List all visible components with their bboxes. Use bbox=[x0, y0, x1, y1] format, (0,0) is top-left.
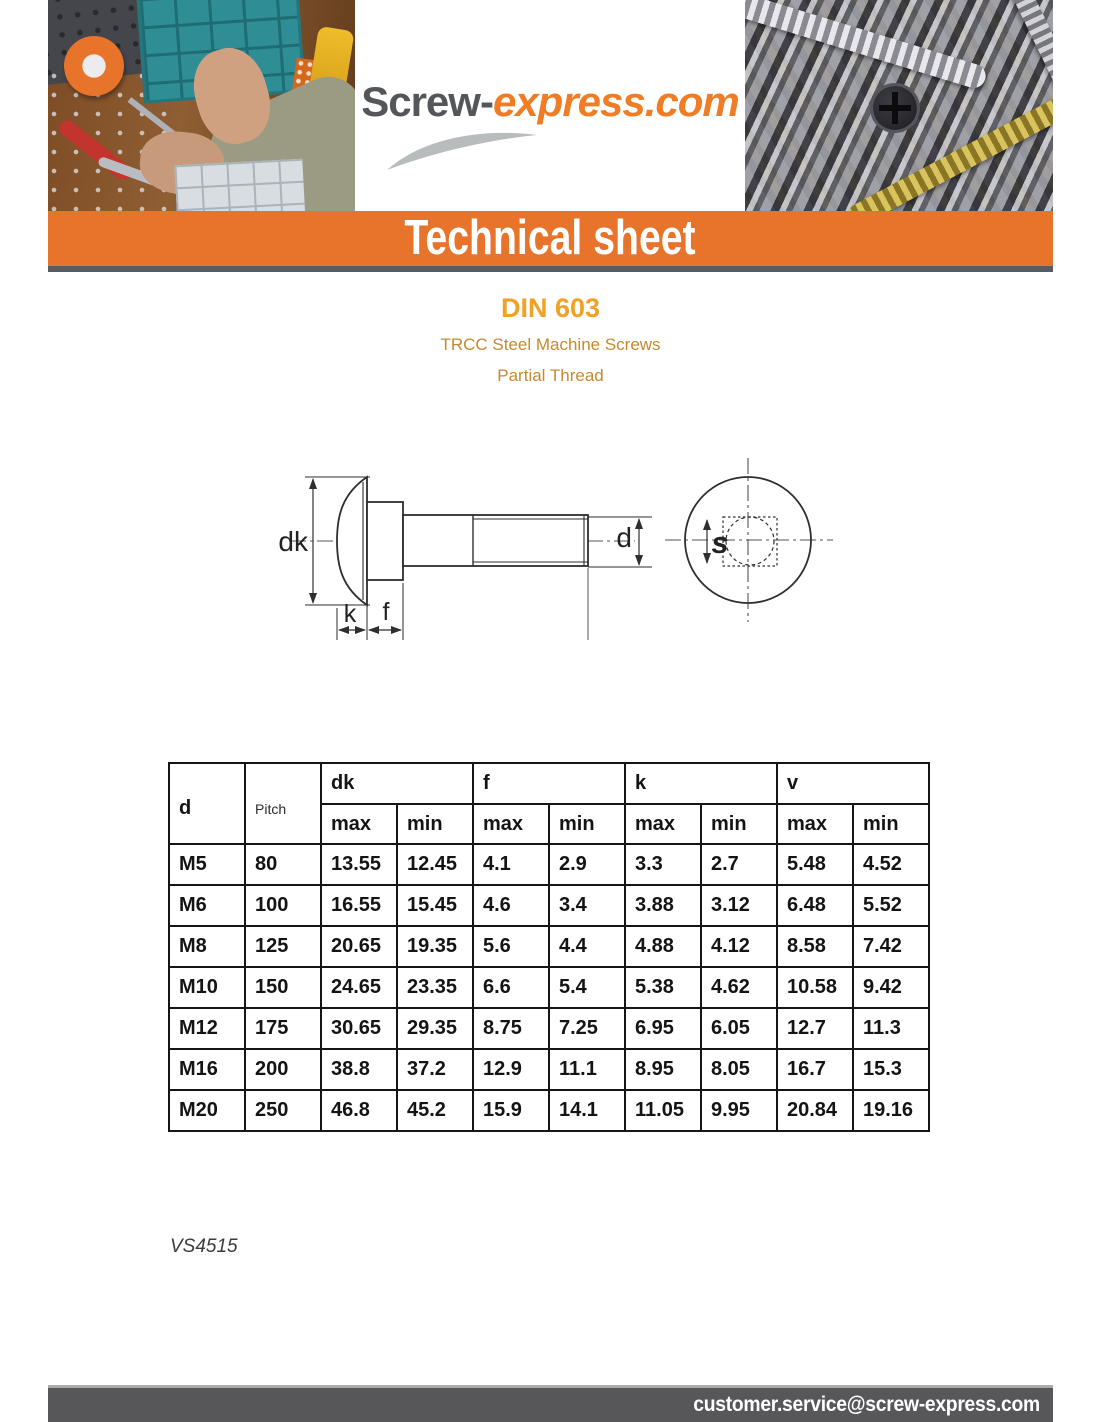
f-label: f bbox=[382, 598, 390, 626]
cell-value: 11.3 bbox=[853, 1008, 929, 1049]
cell-value: 5.52 bbox=[853, 885, 929, 926]
logo-text-gray: Screw- bbox=[361, 78, 493, 125]
cell-value: 38.8 bbox=[321, 1049, 397, 1090]
table-row bbox=[169, 967, 929, 1008]
cell-pitch: 125 bbox=[245, 926, 321, 967]
cell-size: M6 bbox=[169, 885, 245, 926]
d-label: d bbox=[616, 522, 632, 553]
screw-head-decor bbox=[873, 86, 917, 130]
cell-value: 37.2 bbox=[397, 1049, 473, 1090]
cell-value: 3.3 bbox=[625, 844, 701, 885]
cell-value: 8.95 bbox=[625, 1049, 701, 1090]
cell-value: 12.7 bbox=[777, 1008, 853, 1049]
cell-value: 3.88 bbox=[625, 885, 701, 926]
cell-size: M10 bbox=[169, 967, 245, 1008]
cell-value: 30.65 bbox=[321, 1008, 397, 1049]
cell-value: 8.05 bbox=[701, 1049, 777, 1090]
cell-value: 13.55 bbox=[321, 844, 397, 885]
cell-value: 9.42 bbox=[853, 967, 929, 1008]
cell-value: 20.84 bbox=[777, 1090, 853, 1131]
cell-value: 5.38 bbox=[625, 967, 701, 1008]
cell-value: 3.12 bbox=[701, 885, 777, 926]
cell-value: 6.48 bbox=[777, 885, 853, 926]
footer-bar bbox=[48, 1385, 1053, 1422]
cell-value: 2.7 bbox=[701, 844, 777, 885]
subheader-min: min bbox=[853, 804, 929, 844]
cell-pitch: 200 bbox=[245, 1049, 321, 1090]
col-group-f: f bbox=[473, 763, 625, 804]
cell-pitch: 175 bbox=[245, 1008, 321, 1049]
cell-size: M8 bbox=[169, 926, 245, 967]
subheader-min: min bbox=[701, 804, 777, 844]
cell-value: 46.8 bbox=[321, 1090, 397, 1131]
cell-size: M5 bbox=[169, 844, 245, 885]
logo-text-orange: express.com bbox=[492, 78, 739, 125]
cell-pitch: 100 bbox=[245, 885, 321, 926]
cell-value: 4.4 bbox=[549, 926, 625, 967]
reference-code: VS4515 bbox=[170, 1236, 238, 1257]
k-label: k bbox=[343, 600, 357, 628]
cell-value: 23.35 bbox=[397, 967, 473, 1008]
cell-value: 7.42 bbox=[853, 926, 929, 967]
cell-value: 6.05 bbox=[701, 1008, 777, 1049]
col-group-k: k bbox=[625, 763, 777, 804]
cell-value: 19.35 bbox=[397, 926, 473, 967]
technical-sheet-banner bbox=[48, 211, 1053, 266]
brand-logo bbox=[355, 78, 745, 126]
cell-value: 6.6 bbox=[473, 967, 549, 1008]
cell-value: 16.7 bbox=[777, 1049, 853, 1090]
cell-value: 15.45 bbox=[397, 885, 473, 926]
standard-heading: DIN 603 bbox=[500, 293, 601, 323]
table-group-header-row bbox=[169, 763, 929, 804]
subheader-max: max bbox=[473, 804, 549, 844]
table-row bbox=[169, 885, 929, 926]
subheader-max: max bbox=[321, 804, 397, 844]
cell-value: 45.2 bbox=[397, 1090, 473, 1131]
product-subtitle: TRCC Steel Machine Screws bbox=[440, 335, 661, 354]
dk-label: dk bbox=[278, 526, 308, 557]
banner-underline-rule bbox=[48, 266, 1053, 272]
cell-size: M12 bbox=[169, 1008, 245, 1049]
customer-service-email: customer.service@screw-express.com bbox=[693, 1393, 1041, 1416]
cell-value: 8.75 bbox=[473, 1008, 549, 1049]
cell-value: 4.88 bbox=[625, 926, 701, 967]
cell-value: 16.55 bbox=[321, 885, 397, 926]
carriage-bolt-drawing bbox=[270, 450, 840, 655]
cell-value: 5.4 bbox=[549, 967, 625, 1008]
cell-value: 12.9 bbox=[473, 1049, 549, 1090]
cell-value: 4.12 bbox=[701, 926, 777, 967]
cell-value: 15.9 bbox=[473, 1090, 549, 1131]
cell-value: 3.4 bbox=[549, 885, 625, 926]
cell-value: 29.35 bbox=[397, 1008, 473, 1049]
header-photo-screws bbox=[745, 0, 1053, 211]
dimension-table bbox=[168, 762, 930, 1132]
cell-value: 8.58 bbox=[777, 926, 853, 967]
col-header-d: d bbox=[169, 763, 245, 844]
parts-box-decor bbox=[174, 159, 305, 211]
cell-pitch: 150 bbox=[245, 967, 321, 1008]
cell-size: M16 bbox=[169, 1049, 245, 1090]
subheader-min: min bbox=[549, 804, 625, 844]
header-photo-workbench bbox=[48, 0, 355, 211]
shank bbox=[403, 515, 588, 566]
subheader-max: max bbox=[625, 804, 701, 844]
thread-subtitle: Partial Thread bbox=[497, 366, 604, 385]
cell-value: 4.6 bbox=[473, 885, 549, 926]
cell-value: 7.25 bbox=[549, 1008, 625, 1049]
logo-swoosh bbox=[385, 128, 545, 174]
cell-value: 2.9 bbox=[549, 844, 625, 885]
col-group-v: v bbox=[777, 763, 929, 804]
cell-value: 12.45 bbox=[397, 844, 473, 885]
cell-pitch: 80 bbox=[245, 844, 321, 885]
subheader-min: min bbox=[397, 804, 473, 844]
banner-title: Technical sheet bbox=[404, 211, 697, 265]
cell-value: 14.1 bbox=[549, 1090, 625, 1131]
cell-value: 9.95 bbox=[701, 1090, 777, 1131]
cell-value: 19.16 bbox=[853, 1090, 929, 1131]
square-neck bbox=[367, 502, 403, 580]
table-row bbox=[169, 1008, 929, 1049]
cell-value: 4.62 bbox=[701, 967, 777, 1008]
subheader-max: max bbox=[777, 804, 853, 844]
col-header-pitch: Pitch bbox=[245, 763, 321, 844]
cell-value: 11.05 bbox=[625, 1090, 701, 1131]
cell-value: 15.3 bbox=[853, 1049, 929, 1090]
cell-value: 10.58 bbox=[777, 967, 853, 1008]
cell-value: 11.1 bbox=[549, 1049, 625, 1090]
cell-value: 5.48 bbox=[777, 844, 853, 885]
cell-value: 6.95 bbox=[625, 1008, 701, 1049]
table-row bbox=[169, 926, 929, 967]
s-label: s bbox=[711, 525, 729, 560]
table-row bbox=[169, 844, 929, 885]
cell-value: 4.52 bbox=[853, 844, 929, 885]
square-neck-top-view bbox=[723, 517, 777, 566]
cell-value: 5.6 bbox=[473, 926, 549, 967]
cell-value: 24.65 bbox=[321, 967, 397, 1008]
thread-circle-top-view bbox=[726, 517, 774, 565]
cell-pitch: 250 bbox=[245, 1090, 321, 1131]
cell-value: 20.65 bbox=[321, 926, 397, 967]
col-group-dk: dk bbox=[321, 763, 473, 804]
cell-size: M20 bbox=[169, 1090, 245, 1131]
table-row bbox=[169, 1090, 929, 1131]
table-row bbox=[169, 1049, 929, 1090]
cell-value: 4.1 bbox=[473, 844, 549, 885]
logo-area bbox=[355, 0, 745, 211]
